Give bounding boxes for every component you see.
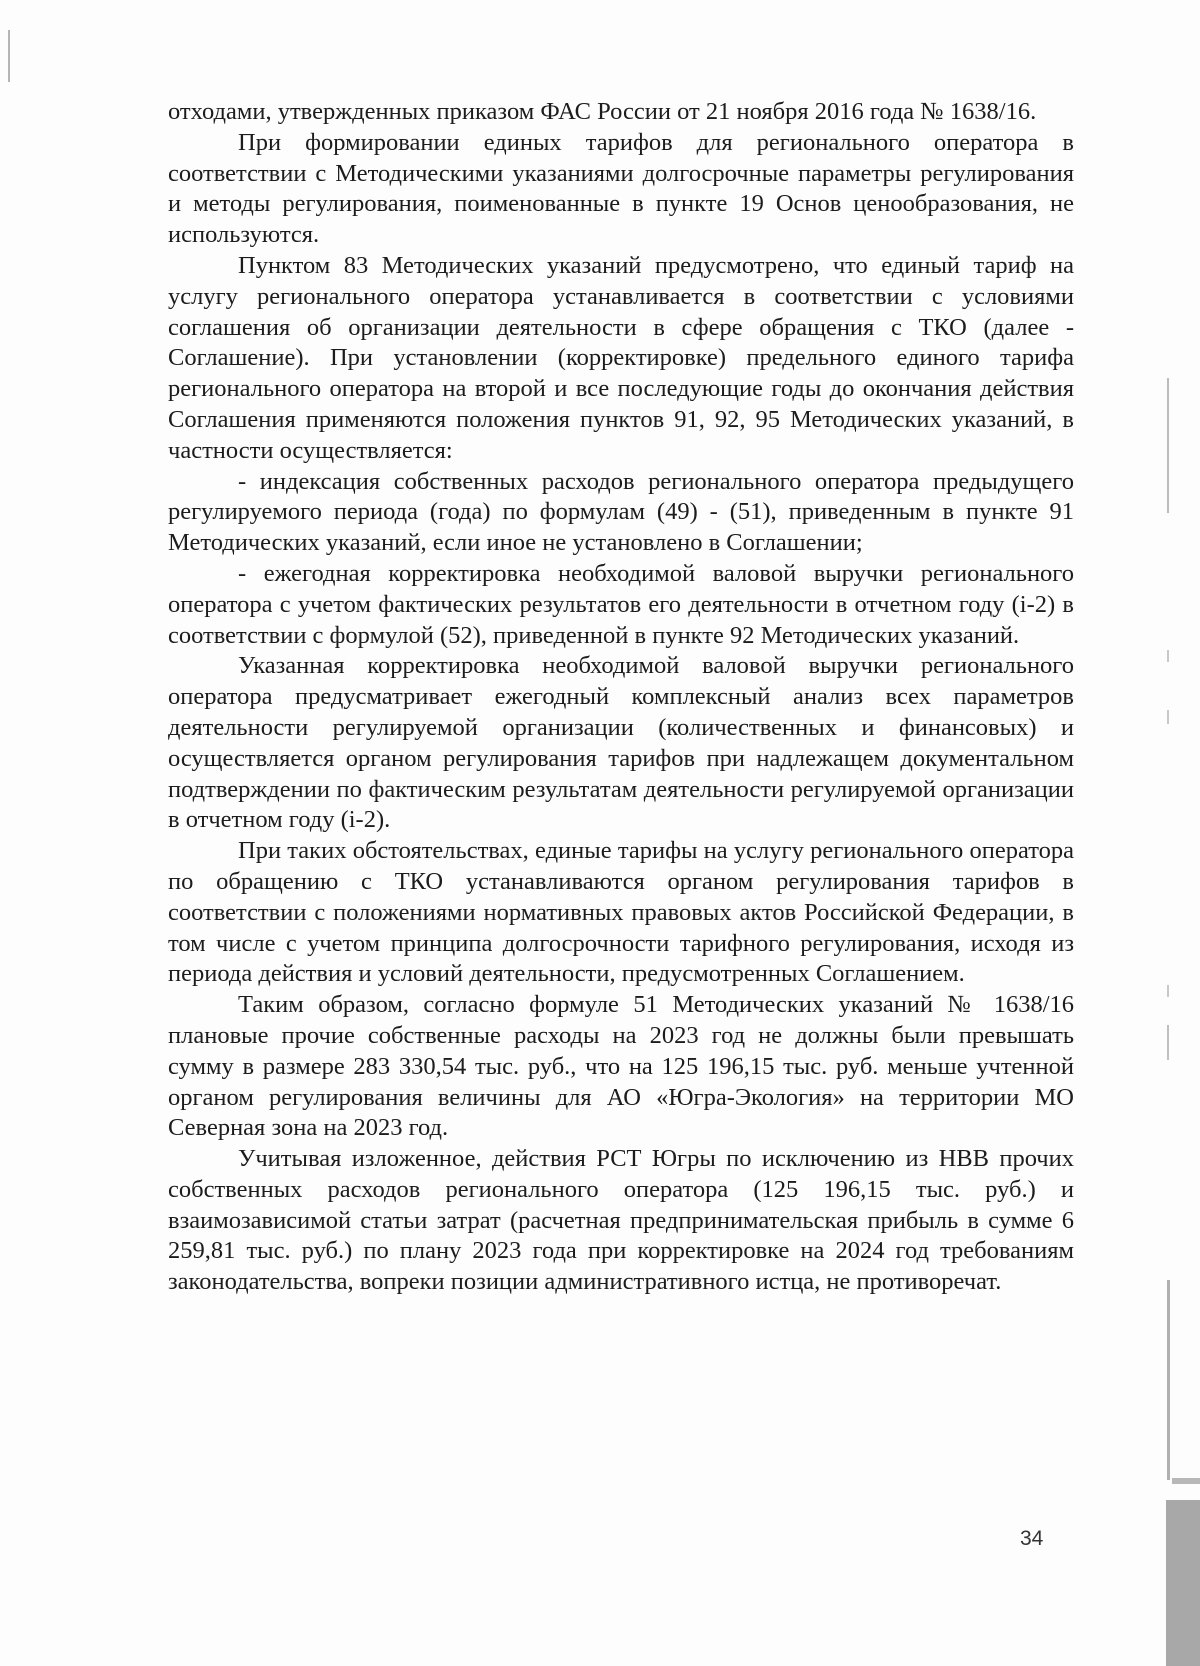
paragraph: Указанная корректировка необходимой валовой выручки регионального оператора предусматривает ежегодный комплексный анализ всех параметров деятельности регулируемой организации (количественных и финансовых) и осуществляется органом регулирования тарифов при надлежащем документальном подтверждении по фактическим результатам деятельности регулируемой организации в отчетном году (i-2).	[168, 652, 1074, 834]
scan-edge-mark	[1167, 1025, 1169, 1060]
scan-edge-mark	[1167, 1280, 1170, 1480]
paragraph: Пунктом 83 Методических указаний предусмотрено, что единый тариф на услугу регионального оператора устанавливается в соответствии с условиями соглашения об организации деятельности в сфере обращения с ТКО (далее - Соглашение). При установлении (корректировке) предельного единого тарифа регионального оператора на второй и все последующие годы до окончания действия Соглашения применяются положения пунктов 91, 92, 95 Методических указаний, в частности осуществляется:	[168, 251, 1074, 464]
scan-edge-mark	[1166, 1500, 1200, 1666]
scan-edge-mark	[8, 30, 10, 82]
paragraph: При формировании единых тарифов для регионального оператора в соответствии с Методическими указаниями долгосрочные параметры регулирования и методы регулирования, поименованные в пункте 19 Основ ценообразования, не используются.	[168, 128, 1074, 249]
page-number: 34	[1020, 1527, 1044, 1550]
paragraph: Таким образом, согласно формуле 51 Методических указаний № 1638/16 плановые прочие собственные расходы на 2023 год не должны были превышать сумму в размере 283 330,54 тыс. руб., что на 125 196,15 тыс. руб. меньше учтенной органом регулирования величины для АО «Югра-Экология» на территории МО Северная зона на 2023 год.	[168, 991, 1074, 1142]
paragraph: отходами, утвержденных приказом ФАС России от 21 ноября 2016 года № 1638/16.	[168, 98, 1037, 125]
paragraph: При таких обстоятельствах, единые тарифы на услугу регионального оператора по обращению с ТКО устанавливаются органом регулирования тарифов в соответствии с положениями нормативных правовых актов Российской Федерации, в том числе с учетом принципа долгосрочности тарифного регулирования, исходя из периода действия и условий деятельности, предусмотренных Соглашением.	[168, 837, 1074, 988]
paragraph: Учитывая изложенное, действия РСТ Югры по исключению из НВВ прочих собственных расходов регионального оператора (125 196,15 тыс. руб.) и взаимозависимой статьи затрат (расчетная предпринимательская прибыль в сумме 6 259,81 тыс. руб.) по плану 2023 года при корректировке на 2024 год требованиям законодательства, вопреки позиции административного истца, не противоречат.	[168, 1145, 1074, 1296]
scan-edge-mark	[1167, 710, 1169, 724]
scan-edge-mark	[1167, 985, 1169, 997]
list-item: - ежегодная корректировка необходимой валовой выручки регионального оператора с учетом фактических результатов его деятельности в отчетном году (i-2) в соответствии с формулой (52), приведенной в пункте 92 Методических указаний.	[168, 559, 1074, 649]
document-body	[168, 97, 1074, 1298]
list-item: - индексация собственных расходов регионального оператора предыдущего регулируемого периода (года) по формулам (49) - (51), приведенным в пункте 91 Методических указаний, если иное не установлено в Соглашении;	[168, 467, 1074, 557]
scan-edge-mark	[1167, 378, 1169, 513]
scan-edge-mark	[1172, 1478, 1200, 1484]
scan-edge-mark	[1167, 650, 1169, 662]
